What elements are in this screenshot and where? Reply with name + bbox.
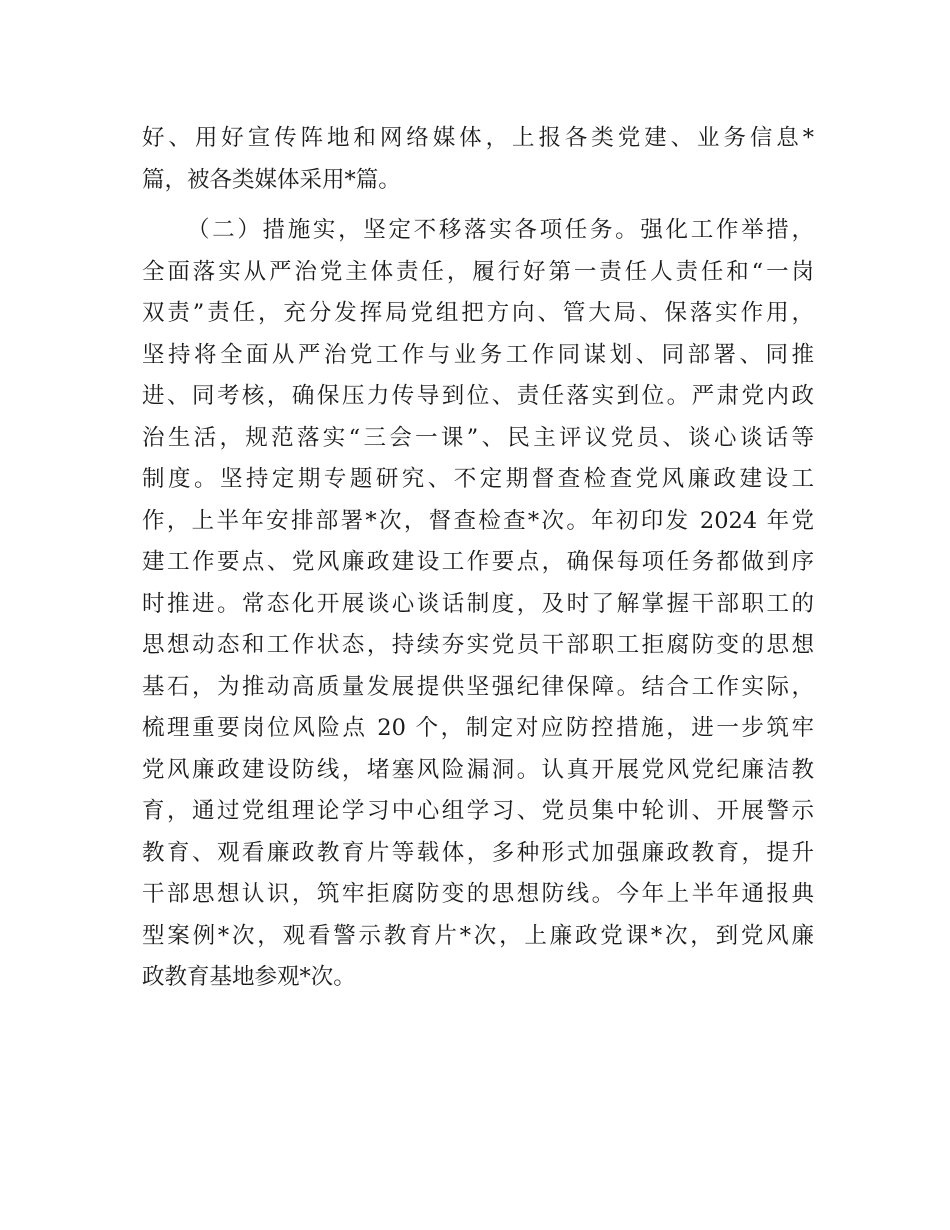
text-line: 好、用好宣传阵地和网络媒体，上报各类党建、业务信息* — [142, 125, 814, 151]
text-line: 篇，被各类媒体采用*篇。 — [142, 166, 401, 193]
text-line: 进、同考核，确保压力传导到位、责任落实到位。严肃党内政 — [142, 383, 814, 409]
text-line: 双责”责任，充分发挥局党组把方向、管大局、保落实作用， — [142, 300, 814, 326]
text-line: 党风廉政建设防线，堵塞风险漏洞。认真开展党风党纪廉洁教 — [142, 756, 814, 783]
document-body — [142, 118, 814, 999]
text-line: （二）措施实，坚定不移落实各项任务。强化工作举措， — [187, 217, 814, 243]
text-line: 全面落实从严治党主体责任，履行好第一责任人责任和“一岗 — [142, 258, 814, 285]
text-line: 基石，为推动高质量发展提供坚强纪律保障。结合工作实际， — [142, 673, 814, 700]
text-line: 教育、观看廉政教育片等载体，多种形式加强廉政教育，提升 — [142, 839, 814, 866]
paragraph-1 — [142, 118, 814, 201]
text-line: 时推进。常态化开展谈心谈话制度，及时了解掌握干部职工的 — [142, 590, 814, 617]
text-line: 干部思想认识，筑牢拒腐防变的思想防线。今年上半年通报典 — [142, 881, 814, 907]
text-line: 建工作要点、党风廉政建设工作要点，确保每项任务都做到序 — [142, 549, 814, 575]
text-line: 制度。坚持定期专题研究、不定期督查检查党风廉政建设工 — [142, 466, 814, 492]
text-line: 育，通过党组理论学习中心组学习、党员集中轮训、开展警示 — [142, 798, 814, 824]
paragraph-spacing — [142, 201, 814, 210]
text-line: 思想动态和工作状态，持续夯实党员干部职工拒腐防变的思想 — [142, 632, 814, 658]
text-line: 坚持将全面从严治党工作与业务工作同谋划、同部署、同推 — [142, 341, 814, 368]
text-line: 梳理重要岗位风险点 20 个，制定对应防控措施，进一步筑牢 — [142, 715, 814, 741]
paragraph-2 — [142, 210, 814, 999]
text-line: 型案例*次，观看警示教育片*次，上廉政党课*次，到党风廉 — [142, 922, 814, 949]
text-line: 政教育基地参观*次。 — [142, 964, 356, 990]
text-line: 作，上半年安排部署*次，督查检查*次。年初印发 2024 年党 — [142, 507, 814, 534]
text-line: 治生活，规范落实“三会一课”、民主评议党员、谈心谈话等 — [142, 424, 814, 451]
